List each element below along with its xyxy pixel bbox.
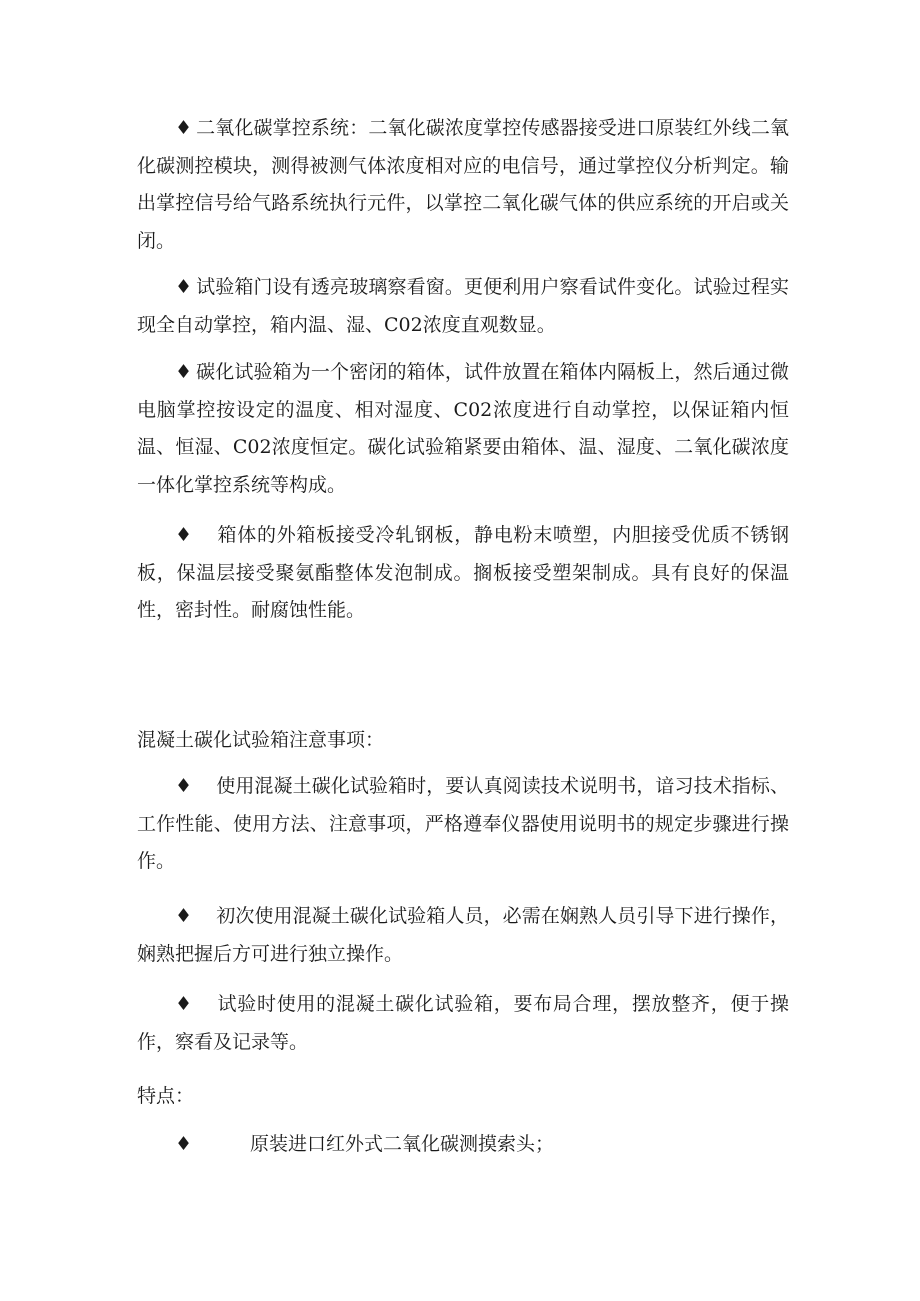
paragraph-sealed-chamber <box>137 354 789 504</box>
section-heading-features: 特点： <box>137 1085 195 1107</box>
bullet-icon: ♦ <box>175 905 193 927</box>
paragraph-text: 试验时使用的混凝土碳化试验箱，要布局合理，摆放整齐，便于操作，察看及记录等。 <box>137 993 789 1053</box>
paragraph-text: 使用混凝土碳化试验箱时，要认真阅读技术说明书，谙习技术指标、工作性能、使用方法、注意事项，严格遵奉仪器使用说明书的规定步骤进行操作。 <box>137 775 789 872</box>
section-heading-precautions: 混凝土碳化试验箱注意事项： <box>137 729 385 751</box>
paragraph-observation-window <box>137 269 789 344</box>
bullet-icon: ♦ <box>175 117 193 139</box>
paragraph-text: 碳化试验箱为一个密闭的箱体，试件放置在箱体内隔板上，然后通过微电脑掌控按设定的温度、相对湿度、C02浓度进行自动掌控，以保证箱内恒温、恒湿、C02浓度恒定。碳化试验箱紧要由箱体、温、湿度、二氧化碳浓度一体化掌控系统等构成。 <box>137 361 789 496</box>
bullet-icon: ♦ <box>175 276 193 298</box>
paragraph-layout <box>137 986 789 1061</box>
paragraph-feature-sensor <box>137 1126 789 1164</box>
bullet-icon: ♦ <box>175 775 193 797</box>
bullet-icon: ♦ <box>175 524 193 546</box>
paragraph-co2-control <box>137 110 789 260</box>
paragraph-first-use <box>137 898 789 973</box>
paragraph-text: 原装进口红外式二氧化碳测摸索头； <box>250 1133 555 1155</box>
paragraph-read-manual <box>137 768 789 881</box>
bullet-icon: ♦ <box>175 993 193 1015</box>
paragraph-text: 初次使用混凝土碳化试验箱人员，必需在娴熟人员引导下进行操作，娴熟把握后方可进行独立操作。 <box>137 905 789 965</box>
bullet-icon: ♦ <box>175 1133 193 1155</box>
paragraph-text: 二氧化碳掌控系统：二氧化碳浓度掌控传感器接受进口原装红外线二氧化碳测控模块，测得被测气体浓度相对应的电信号，通过掌控仪分析判定。输出掌控信号给气路系统执行元件，以掌控二氧化碳气体的供应系统的开启或关闭。 <box>137 117 789 252</box>
bullet-icon: ♦ <box>175 361 193 383</box>
paragraph-text: 试验箱门设有透亮玻璃察看窗。更便利用户察看试件变化。试验过程实现全自动掌控，箱内温、湿、C02浓度直观数显。 <box>137 276 789 336</box>
paragraph-text: 箱体的外箱板接受冷轧钢板，静电粉末喷塑，内胆接受优质不锈钢板，保温层接受聚氨酯整体发泡制成。搁板接受塑架制成。具有良好的保温性，密封性。耐腐蚀性能。 <box>137 524 789 621</box>
paragraph-cabinet-material <box>137 517 789 630</box>
